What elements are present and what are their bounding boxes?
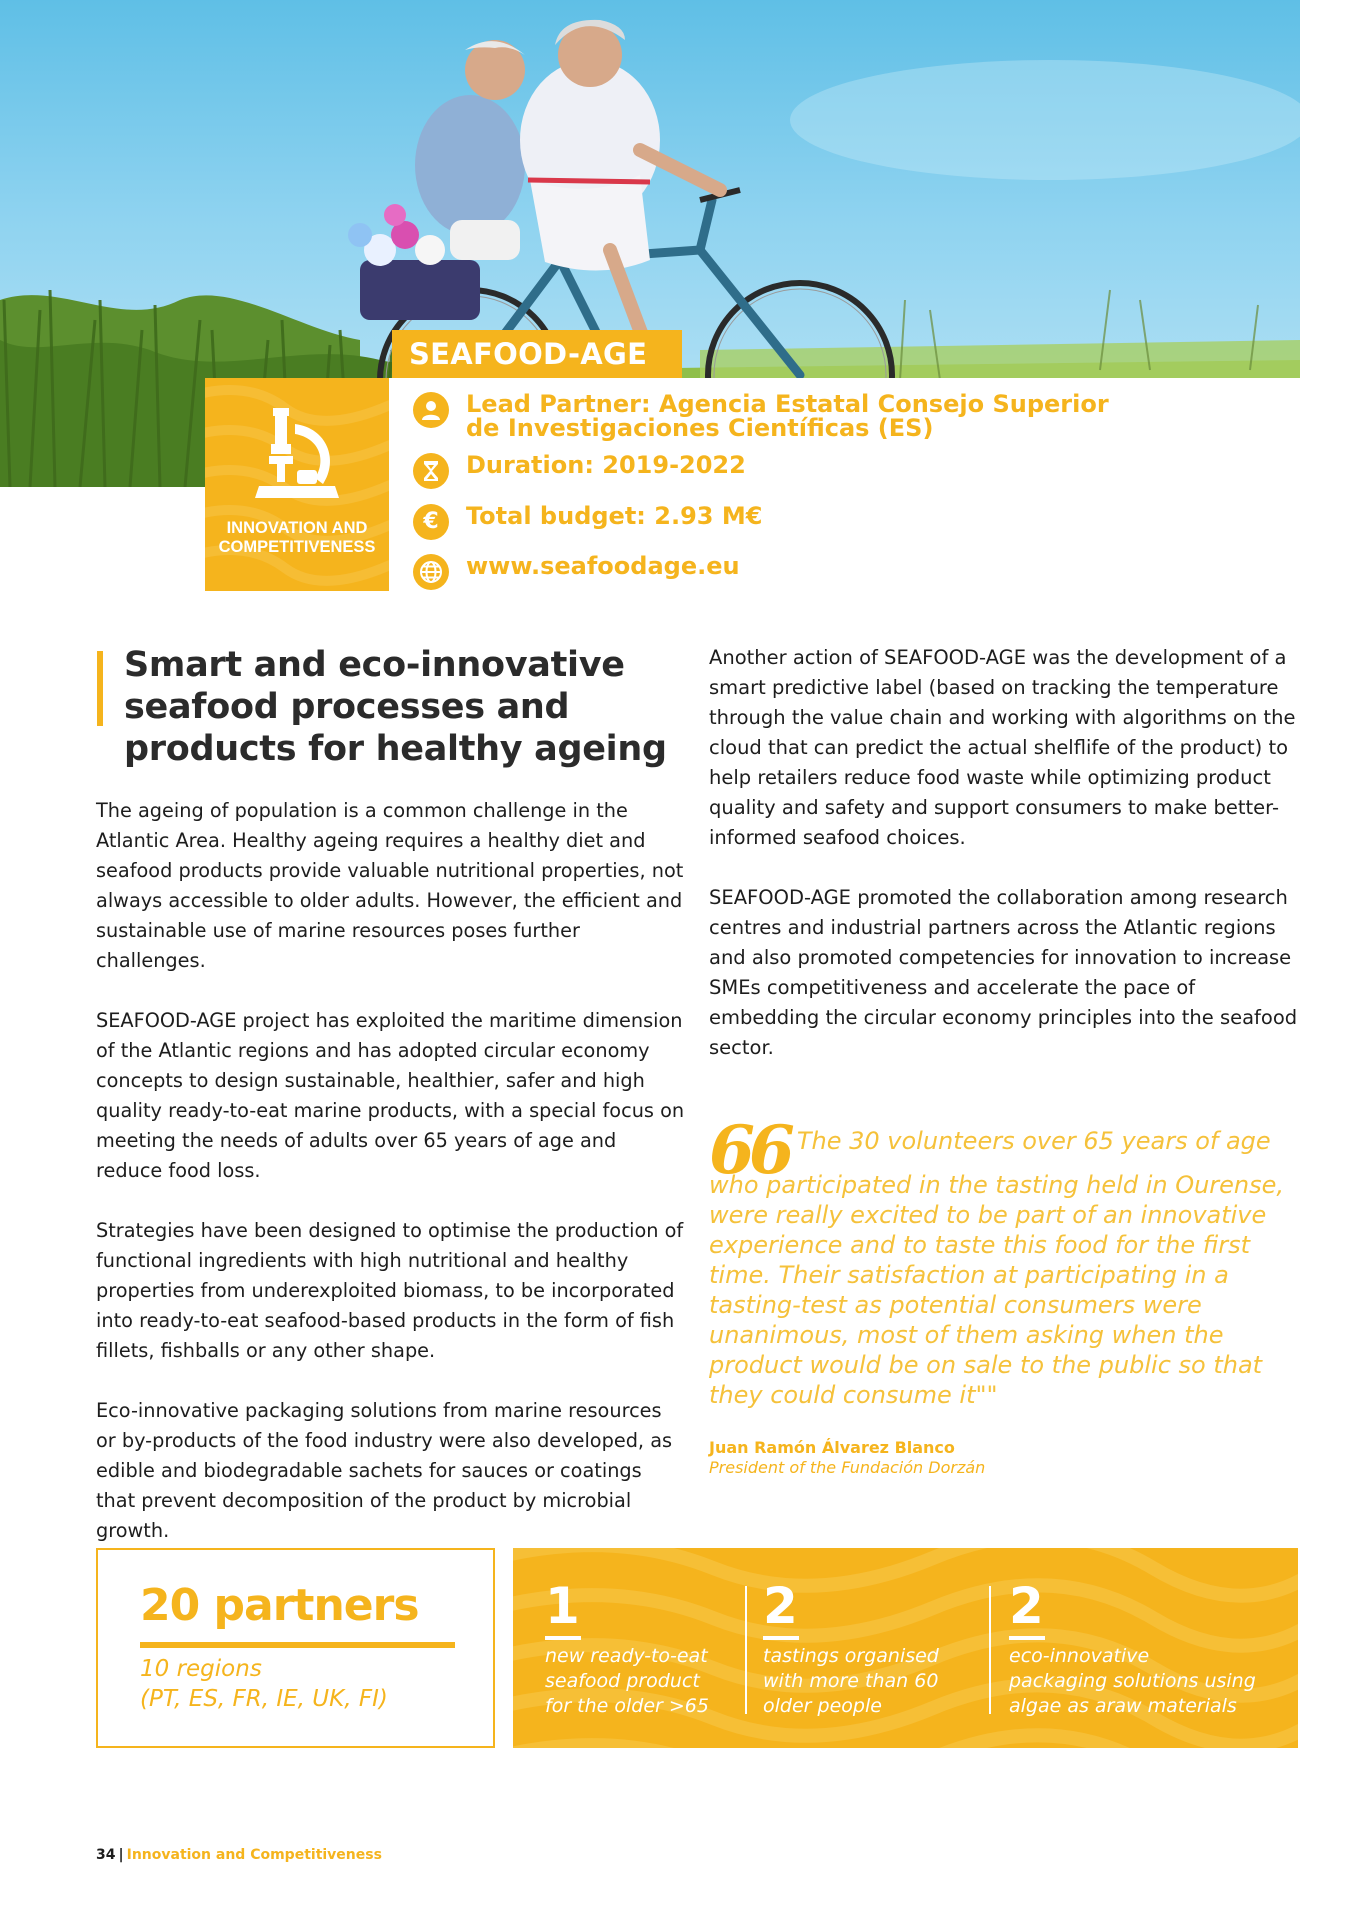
stat-desc-line: packaging solutions using — [1009, 1670, 1256, 1692]
project-name-banner: SEAFOOD-AGE — [392, 330, 682, 378]
stat-description — [545, 1644, 709, 1719]
budget-row — [413, 504, 762, 540]
paragraph-packaging: Eco-innovative packaging solutions from marine resources or by-products of the food industry were also developed, as edible and biodegradable sachets for sauces or coatings that prevent decomposition of the product by microbial growth. — [96, 1399, 673, 1542]
website-link[interactable]: www.seafoodage.eu — [466, 552, 740, 580]
page-footer — [96, 1847, 382, 1863]
stat-desc-line: older people — [763, 1695, 882, 1717]
lead-partner-text — [466, 392, 1109, 440]
hourglass-icon — [413, 453, 449, 489]
stat-description — [1009, 1644, 1256, 1719]
regions-text — [140, 1654, 388, 1714]
category-label-line2: COMPETITIVENESS — [218, 538, 376, 556]
page-number: 34 — [96, 1847, 116, 1863]
stat-desc-line: algae as araw materials — [1009, 1695, 1237, 1717]
left-column — [96, 796, 686, 1576]
euro-icon: € — [413, 504, 449, 540]
stat-number: 1 — [545, 1577, 580, 1635]
stat-packaging — [1009, 1578, 1256, 1719]
duration-text: Duration: 2019-2022 — [466, 451, 746, 479]
stat-desc-line: eco-innovative — [1009, 1645, 1150, 1667]
stat-number-underline — [545, 1636, 581, 1640]
duration-row — [413, 453, 746, 489]
partners-underline — [140, 1642, 455, 1648]
stat-number-underline — [1009, 1636, 1045, 1640]
person-icon — [413, 392, 449, 428]
stat-desc-line: with more than 60 — [763, 1670, 939, 1692]
quote-author-role: President of the Fundación Dorzán — [709, 1458, 986, 1477]
paragraph-intro: The ageing of population is a common challenge in the Atlantic Area. Healthy ageing requires a healthy diet and seafood products provide valuable nutritional properties, not always accessible to older adults. However, the efficient and sustainable use of marine resources poses further challenges. — [96, 799, 684, 972]
stat-tastings — [763, 1578, 939, 1719]
paragraph-project: SEAFOOD-AGE project has exploited the maritime dimension of the Atlantic regions and has adopted circular economy concepts to design sustainable, healthier, safer and high quality ready-to-eat marine products, with a special focus on meeting the needs of adults over 65 years of age and reduce food loss. — [96, 1009, 685, 1182]
paragraph-collaboration: SEAFOOD-AGE promoted the collaboration among research centres and industrial partners across the Atlantic regions and also promoted competencies for innovation to increase SMEs competitiveness and accelerate the pace of embedding the circular economy principles into the seafood sector. — [709, 886, 1298, 1059]
heading-line2: seafood processes and — [124, 687, 570, 727]
quote-author: Juan Ramón Álvarez Blanco — [709, 1438, 955, 1457]
stat-number: 2 — [763, 1577, 798, 1635]
lead-partner-line1: Lead Partner: Agencia Estatal Consejo Superior — [466, 390, 1109, 418]
category-label-line1: INNOVATION AND — [226, 519, 368, 537]
paragraph-smart-label: Another action of SEAFOOD-AGE was the development of a smart predictive label (based on tracking the temperature through the value chain and working with algorithms on the cloud that can predict the actual shelflife of the product) to help retailers reduce food waste while optimizing product quality and safety and support consumers to make better-informed seafood choices. — [709, 646, 1296, 849]
category-label — [205, 519, 389, 557]
stat-desc-line: tastings organised — [763, 1645, 939, 1667]
quote-mark-icon: 66 — [709, 1111, 789, 1189]
stat-new-product — [545, 1578, 709, 1719]
testimonial-quote — [709, 1111, 1309, 1410]
quote-text: The 30 volunteers over 65 years of age who participated in the tasting held in Ourense, were really excited to be part of an innovative experience and to taste this food for the first time. Their satisfaction at participating in a tasting-test as potential consumers were unanimous, most of them asking when the product would be on sale to the public so that they could consume it"" — [709, 1127, 1285, 1409]
heading-accent-bar — [97, 651, 103, 726]
partners-stat-box — [96, 1548, 495, 1748]
stat-desc-line: new ready-to-eat — [545, 1645, 708, 1667]
lead-partner-line2: de Investigaciones Científicas (ES) — [466, 414, 934, 442]
paragraph-strategies: Strategies have been designed to optimise the production of functional ingredients with high nutritional and healthy properties from underexploited biomass, to be incorporated into ready-to-eat seafood-based products in the form of fish fillets, fishballs or any other shape. — [96, 1219, 684, 1362]
budget-text: Total budget: 2.93 M€ — [466, 502, 763, 530]
footer-separator: | — [118, 1847, 124, 1863]
website-row[interactable] — [413, 554, 740, 590]
stat-divider — [745, 1586, 747, 1714]
heading-line3: products for healthy ageing — [124, 729, 667, 769]
regions-count: 10 regions — [140, 1656, 262, 1682]
article-heading — [124, 644, 684, 770]
right-column — [709, 643, 1309, 1093]
lead-partner-row — [413, 392, 1109, 440]
quote-text-block — [709, 1111, 1309, 1410]
category-badge — [205, 378, 389, 591]
stat-desc-line: for the older >65 — [545, 1695, 709, 1717]
globe-icon — [413, 554, 449, 590]
stat-desc-line: seafood product — [545, 1670, 700, 1692]
stat-divider — [989, 1586, 991, 1714]
footer-section-name: Innovation and Competitiveness — [126, 1847, 382, 1863]
stat-number-underline — [763, 1636, 799, 1640]
stat-description — [763, 1644, 939, 1719]
key-figures-band — [513, 1548, 1298, 1748]
regions-list: (PT, ES, FR, IE, UK, FI) — [140, 1686, 388, 1712]
stat-number: 2 — [1009, 1577, 1044, 1635]
partners-count: 20 partners — [140, 1580, 419, 1631]
heading-line1: Smart and eco-innovative — [124, 645, 625, 685]
microscope-icon — [247, 406, 347, 510]
